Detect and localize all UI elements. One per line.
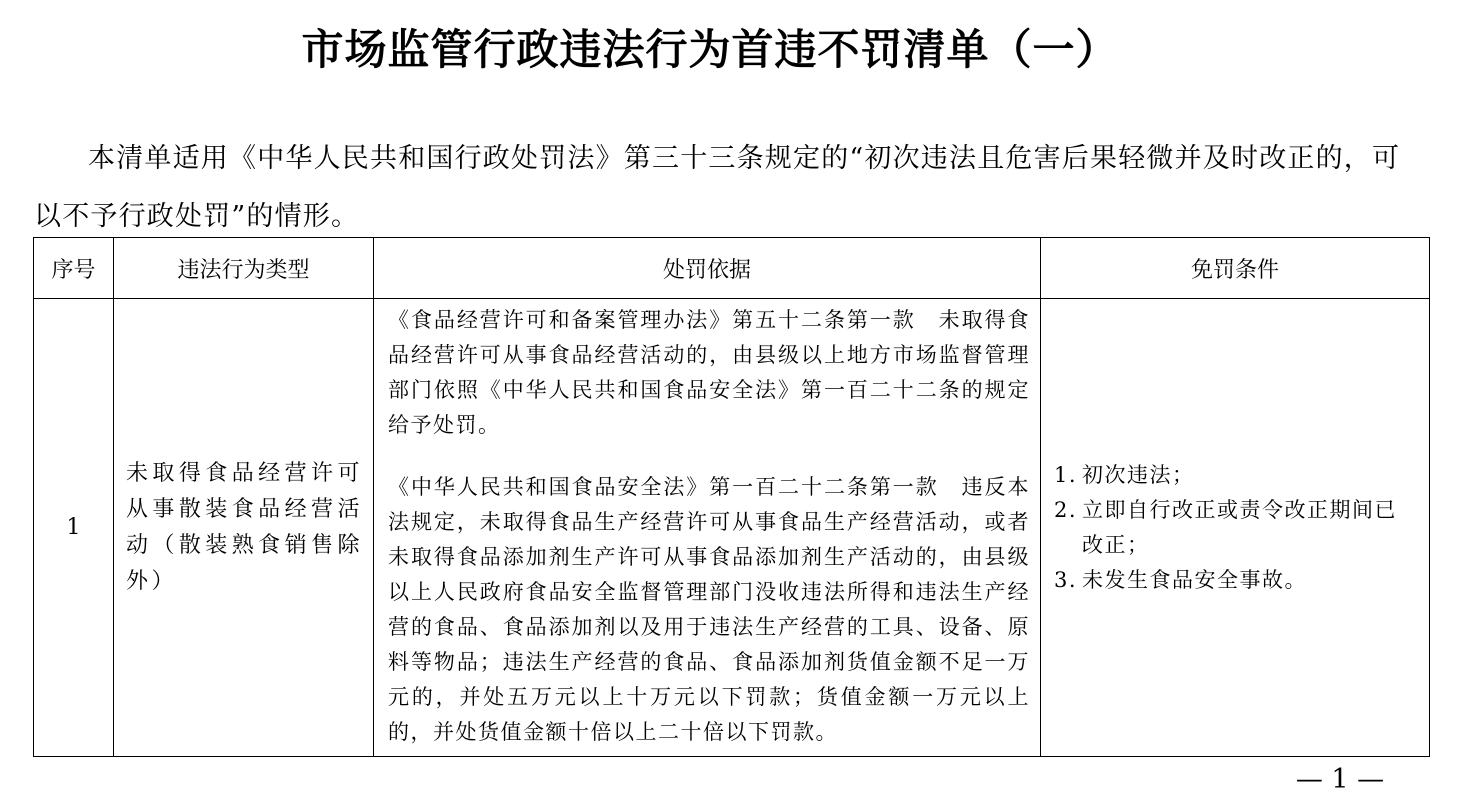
row-seq: 1 <box>34 299 114 757</box>
table-header-row <box>34 238 1430 299</box>
basis-paragraph: 《食品经营许可和备案管理办法》第五十二条第一款 未取得食品经营许可从事食品经营活动的，由县级以上地方市场监督管理部门依照《中华人民共和国食品安全法》第一百二十二条的规定给予处罚。 <box>388 308 1030 437</box>
condition-text: 未发生食品安全事故。 <box>1082 567 1307 592</box>
condition-item <box>1054 458 1419 493</box>
intro-paragraph: 本清单适用《中华人民共和国行政处罚法》第三十三条规定的“初次违法且危害后果轻微并及时改正的，可以不予行政处罚”的情形。 <box>34 143 1401 232</box>
condition-text: 初次违法； <box>1082 462 1195 487</box>
condition-item <box>1054 563 1419 598</box>
penalty-exemption-table <box>33 237 1430 757</box>
header-exemption-conditions: 免罚条件 <box>1041 238 1430 299</box>
row-exemption-conditions <box>1041 299 1430 757</box>
basis-paragraph: 《中华人民共和国食品安全法》第一百二十二条第一款 违反本法规定，未取得食品生产经营许可从事食品生产经营活动，或者未取得食品添加剂生产许可从事食品添加剂生产活动的，由县级以上人民政府食品安全监督管理部门没收违法所得和违法生产经营的食品、食品添加剂以及用于违法生产经营的工具、设备、原料等物品；违法生产经营的食品、食品添加剂货值金额不足一万元的，并处五万元以上十万元以下罚款；货值金额一万元以上的，并处货值金额十倍以上二十倍以下罚款。 <box>388 475 1030 744</box>
row-violation-type: 未取得食品经营许可从事散装食品经营活动（散装熟食销售除外） <box>114 299 374 757</box>
condition-number: 3. <box>1054 567 1078 592</box>
table-row <box>34 299 1430 757</box>
header-penalty-basis: 处罚依据 <box>374 238 1041 299</box>
header-violation-type: 违法行为类型 <box>114 238 374 299</box>
condition-item <box>1054 493 1419 563</box>
condition-number: 1. <box>1054 462 1078 487</box>
page-number: — 1 — <box>1295 764 1385 795</box>
condition-number: 2. <box>1054 497 1078 522</box>
document-title: 市场监管行政违法行为首违不罚清单（一） <box>301 25 1119 74</box>
header-seq: 序号 <box>34 238 114 299</box>
condition-text: 立即自行改正或责令改正期间已改正； <box>1082 497 1397 557</box>
row-penalty-basis <box>374 299 1041 757</box>
